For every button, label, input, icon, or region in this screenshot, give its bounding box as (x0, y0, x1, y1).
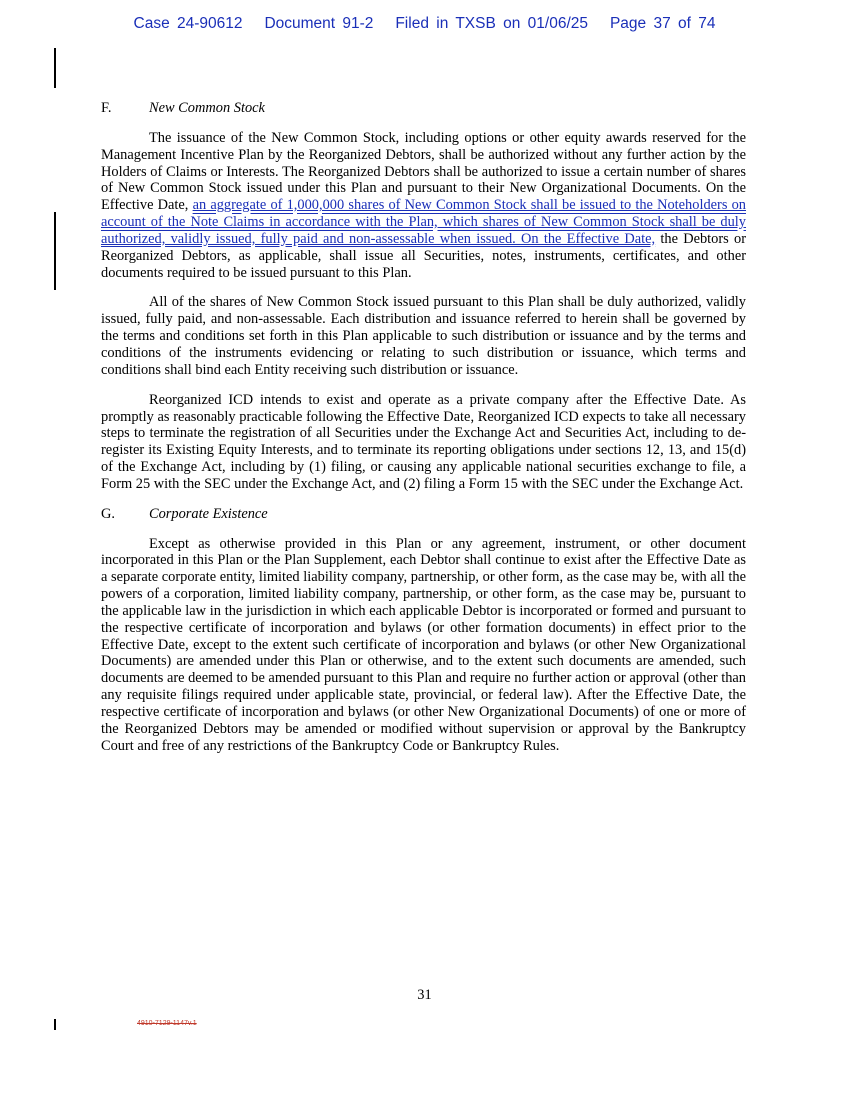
change-bar-footer (54, 1019, 56, 1030)
change-bar-inserted (54, 212, 56, 290)
section-f-paragraph-1 (101, 130, 746, 282)
court-filing-header (0, 15, 849, 33)
page-info: Page 37 of 74 (609, 15, 716, 32)
section-f-paragraph-3: Reorganized ICD intends to exist and operate as a private company after the Effective Date. As promptly as reasonably practicable following the Effective Date, Reorganized ICD expects to take all necessary steps to terminate the registration of all Securities under the Exchange Act and Securities Act, including to de-register its Existing Equity Interests, and to terminate its reporting obligations under sections 12, 13, and 15(d) of the Exchange Act, including by (1) filing, or causing any applicable national securities exchange to file, a Form 25 with the SEC under the Exchange Act, and (2) filing a Form 15 with the SEC under the Exchange Act. (101, 391, 746, 492)
inserted-text: an aggregate of 1,000,000 shares of New Common Stock shall be issued to the Noteholders on account of the Note Claims in accordance with the Plan, which shares of New Common Stock shall be duly authorized, validly issued, fully paid and non-assessable when issued. On the Effective Date, (101, 197, 746, 247)
section-g-letter: G. (101, 505, 115, 522)
document-body (101, 100, 746, 768)
p1-text-after: the Debtors or Reorganized Debtors, as applicable, shall issue all Securities, notes, instruments, certificates, and other documents required to be issued pursuant to this Plan. (101, 230, 746, 281)
page-number: 31 (417, 987, 432, 1003)
change-bar-top (54, 48, 56, 88)
section-g-paragraph-1: Except as otherwise provided in this Plan or any agreement, instrument, or other document incorporated in this Plan or the Plan Supplement, each Debtor shall continue to exist after the Effective Date as a separate corporate entity, limited liability company, partnership, or other form, as the case may be, with all the powers of a corporation, limited liability company, partnership, or other form, as the case may be, pursuant to the applicable law in the jurisdiction in which each applicable Debtor is incorporated or formed and pursuant to the respective certificate of incorporation and bylaws (or other formation documents) in effect prior to the Effective Date, except to the extent such certificate of incorporation and bylaws (or other New Organizational Documents) are amended under this Plan or otherwise, and to the extent such documents are amended, such documents are deemed to be amended pursuant to this Plan and require no further action or approval (other than any requisite filings required under applicable state, provincial, or federal law). After the Effective Date, the respective certificate of incorporation and bylaws (or other New Organizational Documents) of one or more of the Reorganized Debtors may be amended or modified without supervision or approval by the Bankruptcy Court and free of any restrictions of the Bankruptcy Code or Bankruptcy Rules. (101, 535, 746, 754)
case-number: Case 24-90612 (133, 15, 243, 32)
section-f-paragraph-2: All of the shares of New Common Stock issued pursuant to this Plan shall be duly authorized, validly issued, fully paid, and non-assessable. Each distribution and issuance referred to herein shall be governed by the terms and conditions set forth in this Plan applicable to such distribution or issuance and by the terms and conditions of the instruments evidencing or relating to such distribution or issuance, which terms and conditions shall bind each Entity receiving such distribution or issuance. (101, 294, 746, 378)
p1-text-before: The issuance of the New Common Stock, including options or other equity awards reserved for the Management Incentive Plan by the Reorganized Debtors, shall be authorized without any further action by the Holders of Claims or Interests. The Reorganized Debtors shall be authorized to issue a certain number of shares of New Common Stock issued under this Plan and pursuant to their New Organizational Documents. On the Effective Date, (101, 129, 746, 214)
section-f-letter: F. (101, 100, 112, 116)
document-number: Document 91-2 (264, 15, 374, 32)
filing-info: Filed in TXSB on 01/06/25 (395, 15, 589, 32)
section-g-title: Corporate Existence (149, 505, 268, 522)
section-f-heading (101, 100, 746, 117)
section-g-heading (101, 506, 746, 523)
section-f-title: New Common Stock (149, 100, 265, 116)
document-id: 4910-7129-1147v.1 (137, 1020, 197, 1027)
